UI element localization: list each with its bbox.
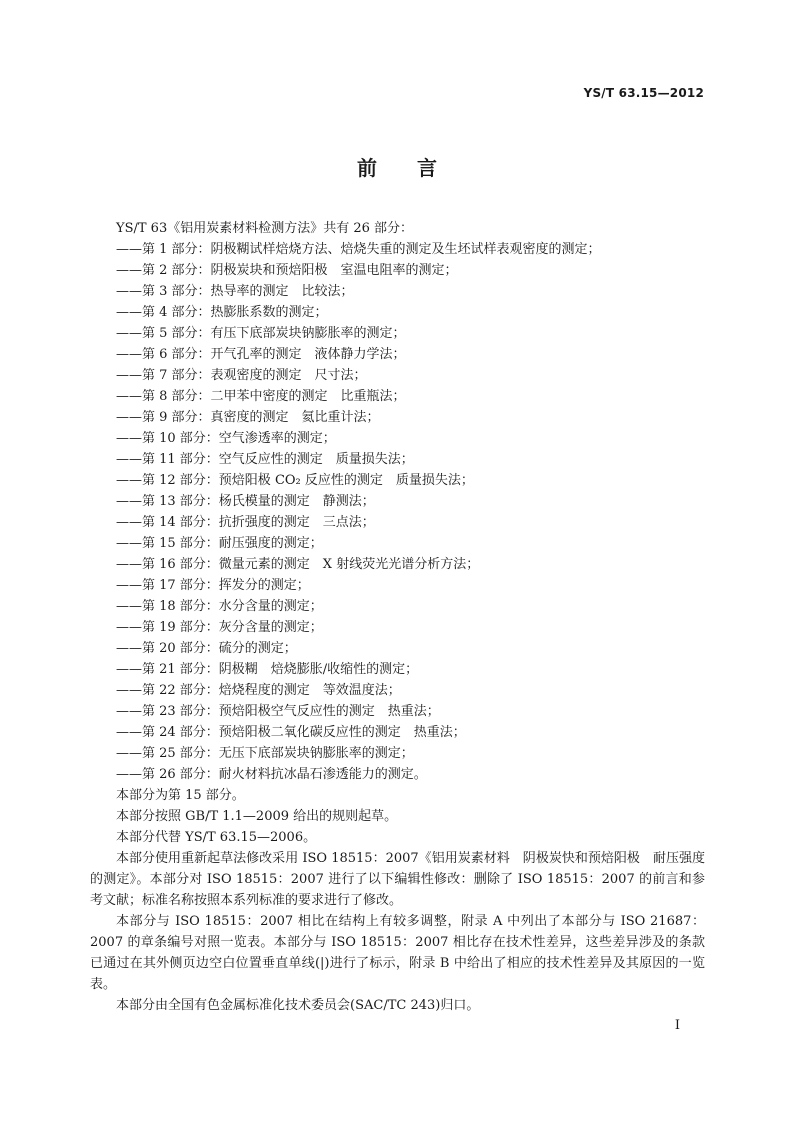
intro-line: YS/T 63《铝用炭素材料检测方法》共有 26 部分：	[116, 221, 414, 236]
list-item: ——第 16 部分：微量元素的测定 X 射线荧光光谱分析方法；	[116, 557, 480, 572]
standard-number: YS/T 63.15—2012	[583, 86, 704, 100]
list-item: ——第 5 部分：有压下底部炭块钠膨胀率的测定；	[116, 326, 406, 341]
list-item: ——第 7 部分：表观密度的测定 尺寸法；	[116, 368, 367, 383]
list-item: ——第 9 部分：真密度的测定 氦比重计法；	[116, 410, 380, 425]
list-item: ——第 2 部分：阴极炭块和预焙阳极 室温电阻率的测定；	[116, 263, 458, 278]
list-item: ——第 22 部分：焙烧程度的测定 等效温度法；	[116, 683, 401, 698]
list-item: ——第 12 部分：预焙阳极 CO₂ 反应性的测定 质量损失法；	[116, 473, 474, 488]
list-item: ——第 1 部分：阴极糊试样焙烧方法、焙烧失重的测定及生坯试样表观密度的测定；	[116, 242, 601, 257]
list-item: ——第 25 部分：无压下底部炭块钠膨胀率的测定；	[116, 746, 414, 761]
list-item: ——第 18 部分：水分含量的测定；	[116, 599, 323, 614]
statement-drafting-rule: 本部分按照 GB/T 1.1—2009 给出的规则起草。	[116, 809, 398, 824]
title-char-1: 前	[357, 156, 377, 180]
list-item: ——第 24 部分：预焙阳极二氧化碳反应性的测定 热重法；	[116, 725, 466, 740]
list-item: ——第 17 部分：挥发分的测定；	[116, 578, 310, 593]
foreword-body	[90, 218, 705, 1016]
page-number: I	[674, 1018, 680, 1033]
page-title	[0, 152, 794, 181]
list-item: ——第 23 部分：预焙阳极空气反应性的测定 热重法；	[116, 704, 440, 719]
list-item: ——第 10 部分：空气渗透率的测定；	[116, 431, 336, 446]
list-item: ——第 3 部分：热导率的测定 比较法；	[116, 284, 354, 299]
statement-part-number: 本部分为第 15 部分。	[116, 788, 245, 803]
list-item: ——第 19 部分：灰分含量的测定；	[116, 620, 323, 635]
list-item: ——第 26 部分：耐火材料抗冰晶石渗透能力的测定。	[116, 767, 427, 782]
list-item: ——第 21 部分：阴极糊 焙烧膨胀/收缩性的测定；	[116, 662, 419, 677]
list-item: ——第 11 部分：空气反应性的测定 质量损失法；	[116, 452, 414, 467]
paragraph-differences: 本部分与 ISO 18515：2007 相比在结构上有较多调整，附录 A 中列出了本部分与 ISO 21687：2007 的章条编号对照一览表。本部分与 ISO 18515：2007 相比存在技术性差异，这些差异涉及的条款已通过在其外侧页边空白位置垂直单线(|)进行了标示，附录 B 中给出了相应的技术性差异及其原因的一览表。	[90, 914, 705, 992]
list-item: ——第 4 部分：热膨胀系数的测定；	[116, 305, 328, 320]
paragraph-committee: 本部分由全国有色金属标准化技术委员会(SAC/TC 243)归口。	[116, 998, 480, 1013]
list-item: ——第 6 部分：开气孔率的测定 液体静力学法；	[116, 347, 406, 362]
list-item: ——第 14 部分：抗折强度的测定 三点法；	[116, 515, 375, 530]
list-item: ——第 13 部分：杨氏模量的测定 静测法；	[116, 494, 375, 509]
list-item: ——第 15 部分：耐压强度的测定；	[116, 536, 323, 551]
paragraph-adoption: 本部分使用重新起草法修改采用 ISO 18515：2007《铝用炭素材料 阴极炭快和预焙阳极 耐压强度的测定》。本部分对 ISO 18515：2007 进行了以下编辑性修改：删除了 ISO 18515：2007 的前言和参考文献；标准名称按照本系列标准的要求进行了修改。	[90, 851, 705, 908]
title-char-2: 言	[417, 156, 437, 180]
statement-replaces: 本部分代替 YS/T 63.15—2006。	[116, 830, 317, 845]
parts-list	[90, 239, 705, 785]
list-item: ——第 20 部分：硫分的测定；	[116, 641, 297, 656]
list-item: ——第 8 部分：二甲苯中密度的测定 比重瓶法；	[116, 389, 406, 404]
